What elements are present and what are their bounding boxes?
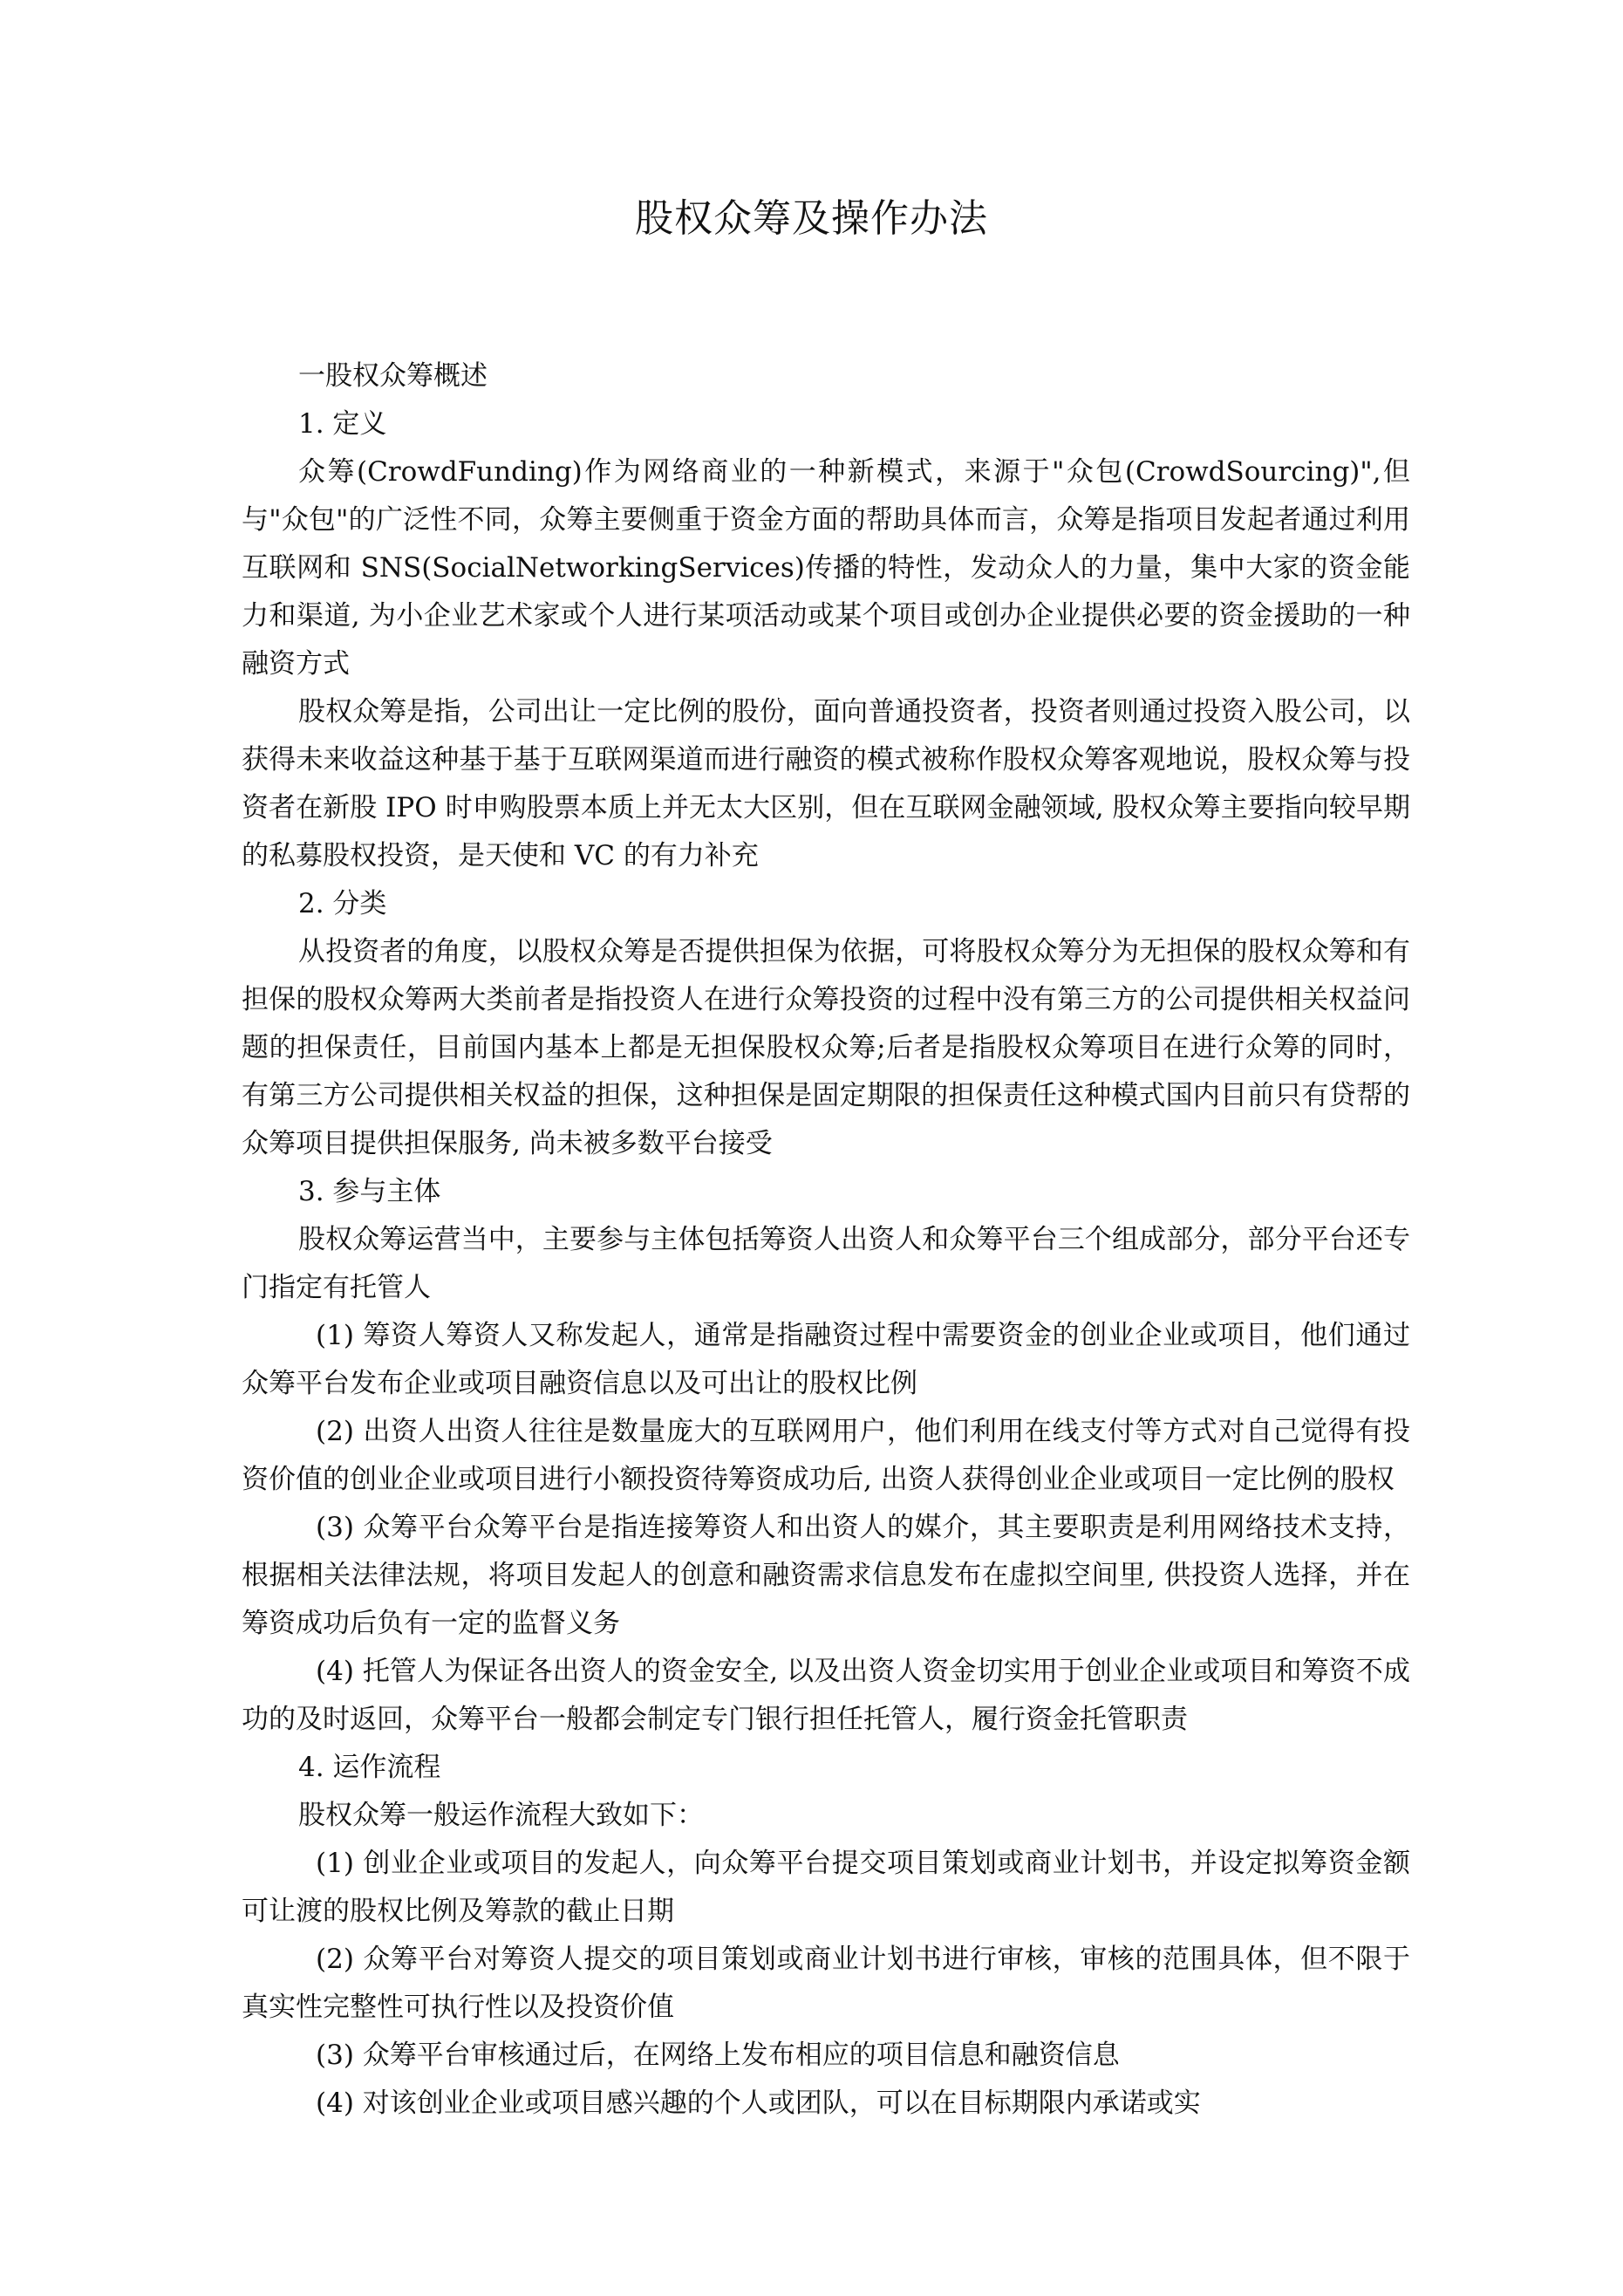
section-heading: 3. 参与主体	[298, 1176, 441, 1207]
section-heading: 1. 定义	[298, 408, 387, 440]
list-item: (1) 创业企业或项目的发起人，向众筹平台提交项目策划或商业计划书，并设定拟筹资金额可让渡的股权比例及筹款的截止日期	[242, 1848, 1410, 1927]
section-heading: 一股权众筹概述	[298, 360, 488, 392]
list-item: (4) 托管人为保证各出资人的资金安全, 以及出资人资金切实用于创业企业或项目和筹资不成功的及时返回，众筹平台一般都会制定专门银行担任托管人，履行资金托管职责	[242, 1656, 1410, 1735]
paragraph: 从投资者的角度，以股权众筹是否提供担保为依据，可将股权众筹分为无担保的股权众筹和有担保的股权众筹两大类前者是指投资人在进行众筹投资的过程中没有第三方的公司提供相关权益问题的担保责任，目前国内基本上都是无担保股权众筹;后者是指股权众筹项目在进行众筹的同时，有第三方公司提供相关权益的担保，这种担保是固定期限的担保责任这种模式国内目前只有贷帮的众筹项目提供担保服务, 尚未被多数平台接受	[242, 936, 1410, 1159]
paragraph: 众筹(CrowdFunding)作为网络商业的一种新模式，来源于"众包(CrowdSourcing)",但与"众包"的广泛性不同，众筹主要侧重于资金方面的帮助具体而言，众筹是指项目发起者通过利用互联网和 SNS(SocialNetworkingServices)传播的特性，发动众人的力量，集中大家的资金能力和渠道, 为小企业艺术家或个人进行某项活动或某个项目或创办企业提供必要的资金援助的一种融资方式	[242, 456, 1410, 680]
section-heading: 2. 分类	[298, 888, 387, 919]
list-item: (2) 出资人出资人往往是数量庞大的互联网用户，他们利用在线支付等方式对自己觉得有投资价值的创业企业或项目进行小额投资待筹资成功后, 出资人获得创业企业或项目一定比例的股权	[242, 1416, 1410, 1495]
paragraph: 股权众筹一般运作流程大致如下：	[298, 1800, 704, 1831]
list-item: (3) 众筹平台审核通过后，在网络上发布相应的项目信息和融资信息	[316, 2040, 1120, 2071]
paragraph: 股权众筹运营当中，主要参与主体包括筹资人出资人和众筹平台三个组成部分，部分平台还专门指定有托管人	[242, 1224, 1410, 1303]
list-item: (1) 筹资人筹资人又称发起人，通常是指融资过程中需要资金的创业企业或项目，他们通过众筹平台发布企业或项目融资信息以及可出让的股权比例	[242, 1320, 1410, 1399]
list-item: (4) 对该创业企业或项目感兴趣的个人或团队，可以在目标期限内承诺或实	[316, 2088, 1201, 2119]
list-item: (2) 众筹平台对筹资人提交的项目策划或商业计划书进行审核，审核的范围具体，但不限于真实性完整性可执行性以及投资价值	[242, 1944, 1410, 2023]
paragraph: 股权众筹是指，公司出让一定比例的股份，面向普通投资者，投资者则通过投资入股公司，以获得未来收益这种基于基于互联网渠道而进行融资的模式被称作股权众筹客观地说，股权众筹与投资者在新股 IPO 时申购股票本质上并无太大区别，但在互联网金融领域, 股权众筹主要指向较早期的私募股权投资，是天使和 VC 的有力补充	[242, 696, 1410, 871]
list-item: (3) 众筹平台众筹平台是指连接筹资人和出资人的媒介，其主要职责是利用网络技术支持，根据相关法律法规，将项目发起人的创意和融资需求信息发布在虚拟空间里, 供投资人选择，并在筹资成功后负有一定的监督义务	[242, 1512, 1410, 1639]
document-body	[242, 352, 1410, 2128]
document-title: 股权众筹及操作办法	[635, 196, 988, 241]
section-heading: 4. 运作流程	[298, 1752, 441, 1783]
